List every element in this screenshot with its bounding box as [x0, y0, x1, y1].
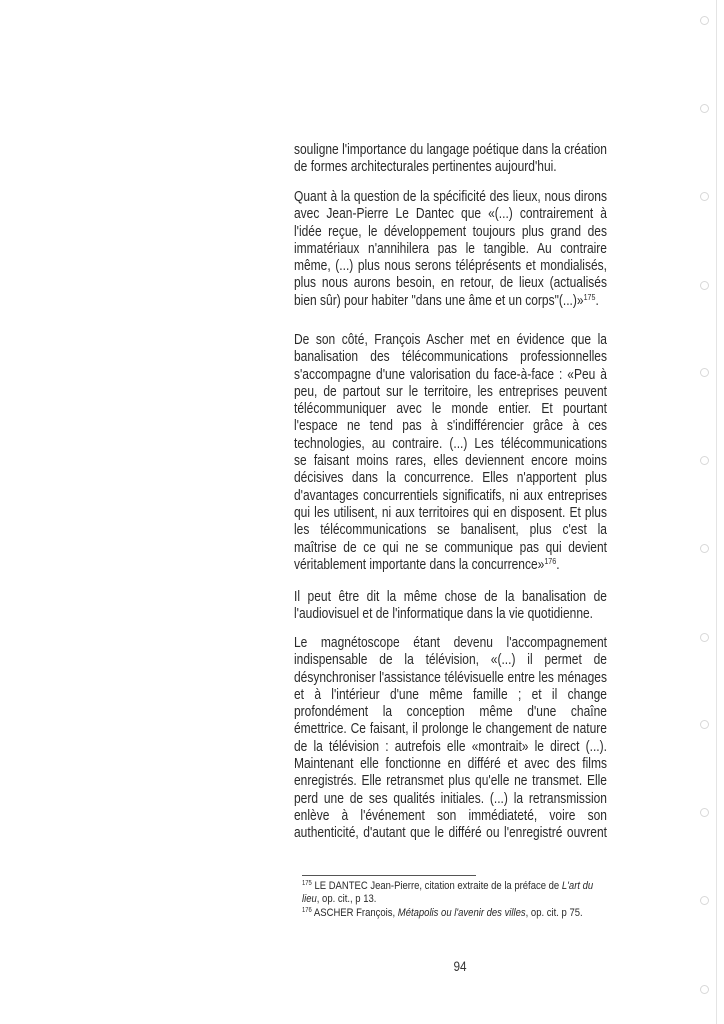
text-line: et à l'intérieur d'une même famille ; et il change: [294, 686, 607, 703]
binder-hole-icon: [700, 633, 709, 642]
text-line: émettrice. Ce faisant, il prolonge le changement de nature: [294, 721, 607, 738]
footnote-176: [302, 907, 607, 920]
footnote-text: LE DANTEC Jean-Pierre, citation extraite de la préface de: [314, 880, 562, 892]
footnote-175-cont: [302, 893, 607, 906]
binder-hole-icon: [700, 896, 709, 905]
footnote-text: , op. cit., p 13.: [316, 893, 377, 906]
footnote-title: Métapolis ou l'avenir des villes: [397, 906, 526, 919]
text-line: l'espace ne tend pas à s'indifférencier grâce à ces: [294, 418, 607, 435]
text-line: s'accompagne d'une valorisation du face-à-face : «Peu à: [294, 366, 607, 383]
binder-hole-icon: [700, 720, 709, 729]
footnote-175: [302, 880, 607, 893]
text-line: d'avantages concurrentiels significatifs, ni aux entreprises: [294, 487, 607, 504]
text-line: Quant à la question de la spécificité des lieux, nous dirons: [294, 189, 607, 205]
text-line: l'idée reçue, le développement toujours plus grand des: [294, 223, 607, 240]
text-line: bien sûr) pour habiter "dans une âme et un corps"(...)»$^{175}$.: [294, 291, 599, 309]
binder-hole-icon: [700, 456, 709, 465]
text-line: véritablement importante dans la concurrence»$^{176}$.: [294, 555, 560, 573]
footnote-text: , op. cit. p 75.: [525, 906, 583, 919]
text-line: Le magnétoscope étant devenu l'accompagnement: [294, 635, 607, 651]
binder-hole-icon: [700, 104, 709, 113]
paragraph: [294, 142, 607, 177]
page-number: 94: [453, 958, 467, 974]
text-line: Maintenant elle fonctionne en différé et avec des films: [294, 756, 607, 773]
page-edge-line: [716, 0, 717, 1024]
footnotes: [302, 880, 607, 920]
footnote-number: 176: [302, 906, 312, 914]
text-line: peu, de partout sur le territoire, les entreprises peuvent: [294, 383, 607, 400]
paragraph: [294, 189, 607, 310]
text-line-content: bien sûr) pour habiter "dans une âme et un corps"(...)»: [294, 292, 584, 309]
text-line: qui les utilisent, ni aux territoires qui en disposent. Et plus: [294, 504, 607, 521]
text-line: enregistrés. Elle retransmet plus qu'elle ne transmet. Elle: [294, 773, 607, 790]
text-line: immatériaux n'annihilera pas le tangible. Au contraire: [294, 240, 607, 257]
text-line: enlève à l'événement son immédiateté, voire son: [294, 807, 607, 824]
text-line: souligne l'importance du langage poétique dans la création: [294, 142, 607, 158]
text-line: indispensable de la télévision, «(...) il permet de: [294, 652, 607, 669]
binder-hole-icon: [700, 544, 709, 553]
paragraph: [294, 635, 607, 843]
text-line: désynchroniser l'assistance télévisuelle entre les ménages: [294, 669, 607, 686]
binder-hole-icon: [700, 192, 709, 201]
text-line: Il peut être dit la même chose de la banalisation de: [294, 589, 607, 605]
text-line: avec Jean-Pierre Le Dantec que «(...) contrairement à: [294, 206, 607, 223]
paragraph: [294, 332, 607, 574]
text-line: profondément la conception même d'une chaîne: [294, 704, 607, 721]
text-line: les télécommunications se banalisent, plus c'est la: [294, 522, 607, 539]
text-line: décisives dans la concurrence. Elles n'apportent plus: [294, 470, 607, 487]
binder-hole-icon: [700, 281, 709, 290]
binder-hole-icon: [700, 808, 709, 817]
text-line: de la télévision : autrefois elle «montrait» le direct (...).: [294, 738, 607, 755]
text-line: banalisation des télécommunications professionnelles: [294, 349, 607, 366]
text-line: technologies, au contraire. (...) Les télécommunications: [294, 435, 607, 452]
footnote-number: 175: [302, 880, 312, 887]
text-line-content: véritablement importante dans la concurrence»: [294, 556, 545, 573]
text-line: plus nous aurons besoin, en retour, de lieux (actualisés: [294, 275, 607, 292]
binder-hole-icon: [700, 368, 709, 377]
footnote-title: lieu: [302, 893, 317, 906]
text-line: se faisant moins rares, elles deviennent encore moins: [294, 453, 607, 470]
footnote-title: L'art du: [561, 880, 594, 892]
text-line: l'audiovisuel et de l'informatique dans la vie quotidienne.: [294, 606, 594, 623]
binder-hole-icon: [700, 16, 709, 25]
footnote-ref[interactable]: 175: [583, 291, 596, 302]
paragraph: [294, 589, 607, 624]
text-line: télécommuniquer avec le monde entier. Et pourtant: [294, 401, 607, 418]
text-line: même, (...) plus nous serons téléprésents et mondialisés,: [294, 258, 607, 275]
text-line: maîtrise de ce qui ne se communique pas qui devient: [294, 539, 607, 556]
text-line: de formes architecturales pertinentes aujourd'hui.: [294, 159, 557, 176]
footnote-ref[interactable]: 176: [544, 555, 557, 566]
footnote-text: ASCHER François,: [313, 906, 398, 919]
text-line: authenticité, d'autant que le différé ou l'enregistré ouvrent: [294, 825, 607, 842]
binder-hole-icon: [700, 985, 709, 994]
text-line: De son côté, François Ascher met en évidence que la: [294, 332, 607, 348]
footnote-separator: [302, 875, 476, 876]
text-line: perd une de ses qualités initiales. (...) la retransmission: [294, 790, 607, 807]
